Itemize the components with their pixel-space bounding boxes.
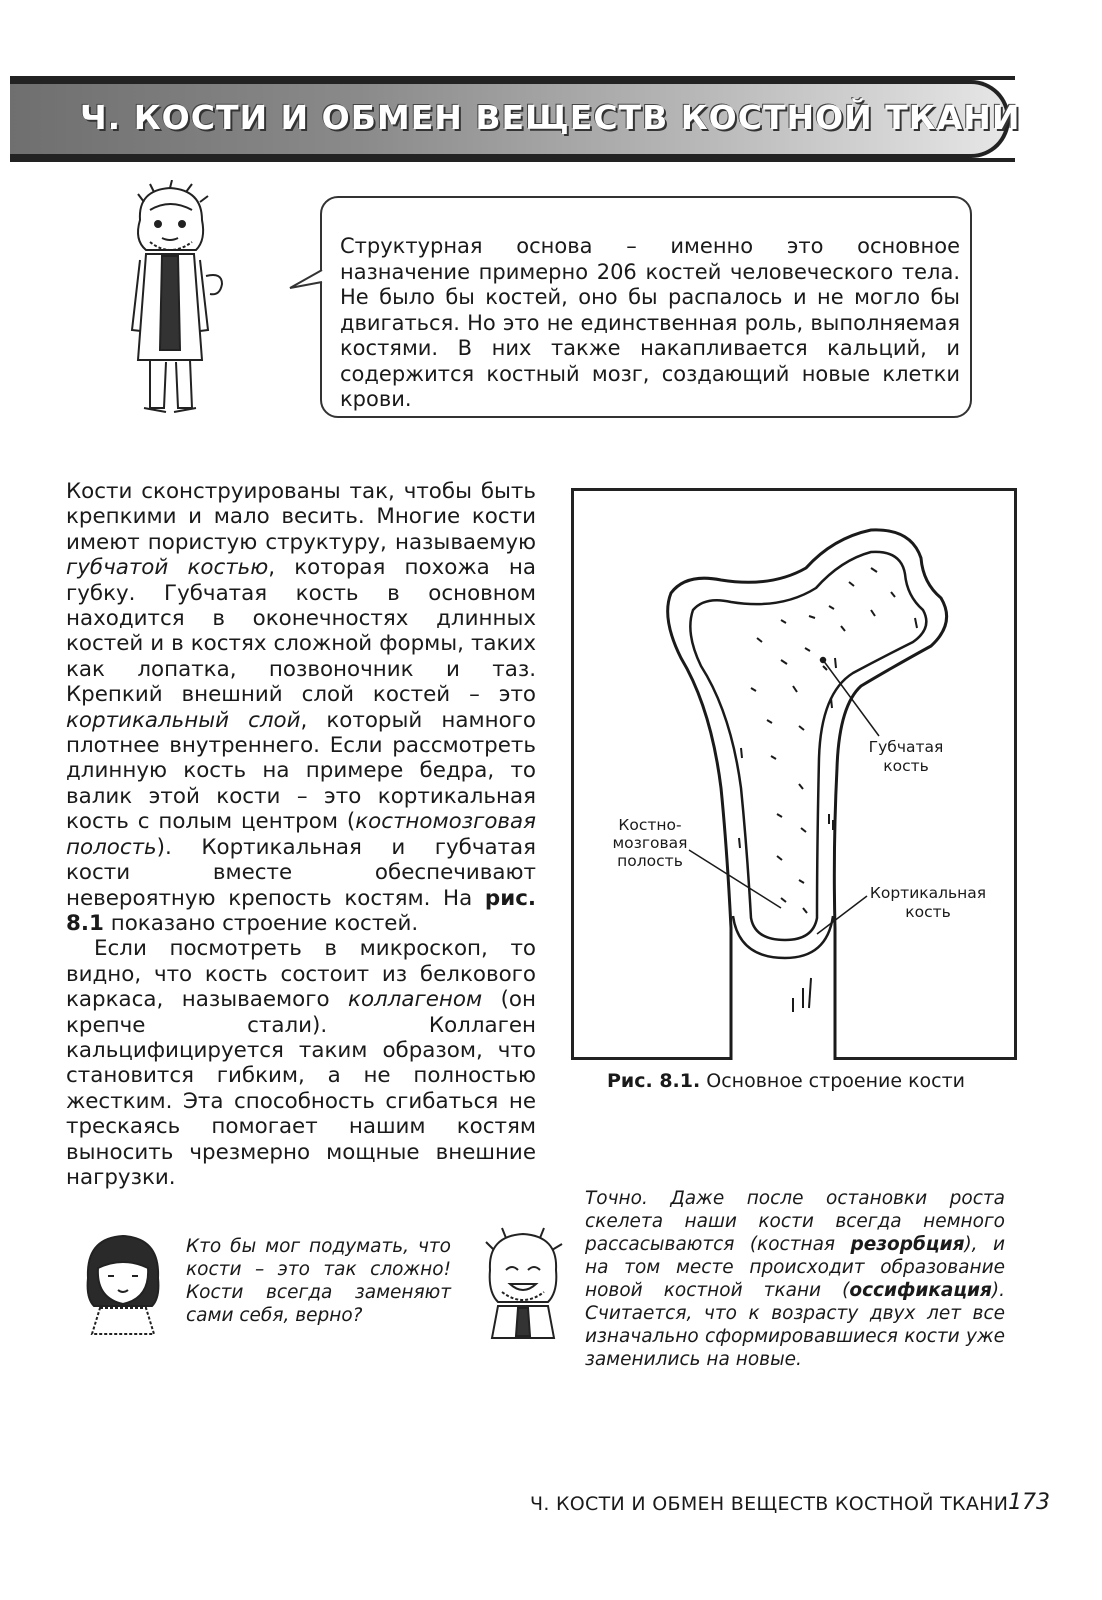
body-paragraph bbox=[66, 479, 536, 936]
label-spongy-bone-line2: кость bbox=[883, 757, 929, 775]
dialogue-text-span: ). Считается, что к возрасту двух лет все изначально сформировавшиеся кости уже заменились на новые. bbox=[585, 1280, 1005, 1370]
body-paragraph bbox=[66, 936, 536, 1190]
body-text-span: Кости сконструированы так, чтобы быть крепкими и мало весить. Многие кости имеют пористую структуру, называемую bbox=[66, 479, 536, 555]
body-text-span: Если посмотреть в микроскоп, то видно, что кость состоит из белкового каркаса, называемого bbox=[66, 936, 536, 1013]
speech-bubble-text: Структурная основа – именно это основное назначение примерно 206 костей человеческого тела. Не было бы костей, оно бы распалось и не могло бы двигаться. Но это не единственная роль, выполняемая костями. В них также накапливается кальций, и содержится костный мозг, создающий новые клетки крови. bbox=[340, 234, 960, 411]
term-spongy-bone: губчатой костью bbox=[66, 555, 269, 581]
label-cortical-bone-line2: кость bbox=[905, 903, 951, 921]
term-ossification: оссификация bbox=[849, 1280, 992, 1301]
girl-character-illustration bbox=[78, 1228, 168, 1338]
dialogue-text-span: ), и на том месте происходит образование новой костной ткани ( bbox=[585, 1234, 1005, 1301]
banner-rule bbox=[10, 76, 1015, 80]
label-cortical-bone-line1: Кортикальная bbox=[869, 884, 987, 902]
body-text-span: , которая похожа на губку. Губчатая кость в основном находится в оконечностях длинных костей и в костях сложной формы, таких как лопатка, позвоночник и таз. Крепкий внешний слой костей – это bbox=[66, 555, 536, 708]
label-marrow-cavity-line1: Костно- bbox=[618, 816, 682, 834]
body-text-span: показано строение костей. bbox=[103, 910, 419, 936]
term-resorption: резорбция bbox=[850, 1234, 965, 1255]
chapter-title: Ч. КОСТИ И ОБМЕН ВЕЩЕСТВ КОСТНОЙ ТКАНИ bbox=[80, 98, 1021, 137]
term-marrow-cavity: костномозговая полость bbox=[66, 809, 536, 860]
doctor-character-illustration bbox=[110, 180, 240, 425]
figure-caption bbox=[607, 1070, 1007, 1092]
label-spongy-bone-line1: Губчатая bbox=[868, 738, 944, 756]
figure-caption-text: Основное строение кости bbox=[700, 1070, 966, 1092]
footer-chapter-title: Ч. КОСТИ И ОБМЕН ВЕЩЕСТВ КОСТНОЙ ТКАНИ bbox=[530, 1493, 1009, 1515]
label-marrow-cavity-line2: мозговая bbox=[612, 834, 688, 852]
body-text bbox=[66, 479, 536, 1190]
banner-rule bbox=[10, 158, 1015, 162]
page-number: 173 bbox=[1008, 1490, 1050, 1515]
body-text-span: ). Кортикальная и губчатая кости вместе обеспечивают невероятную крепость костям. На bbox=[66, 834, 536, 911]
doctor-small-illustration bbox=[478, 1226, 568, 1341]
figure-caption-number: Рис. 8.1. bbox=[607, 1070, 701, 1092]
body-text-span: (он крепче стали). Коллаген кальцифицируется таким образом, что становится гибким, а не полностью жестким. Эта способность сгибаться не трескаясь помогает нашим костям выносить чрезмерно мощные внешние нагрузки. bbox=[66, 987, 536, 1190]
speech-bubble-tail bbox=[286, 268, 326, 298]
dialogue-text-span: Точно. Даже после остановки роста скелета наши кости всегда немного рассасываются (костная bbox=[585, 1188, 1005, 1255]
bone-structure-diagram bbox=[571, 488, 1017, 1060]
dialogue-girl: Кто бы мог подумать, что кости – это так сложно! Кости всегда заменяют сами себя, верно? bbox=[186, 1236, 451, 1326]
figure-reference: рис. 8.1 bbox=[66, 885, 536, 936]
dialogue-doctor bbox=[585, 1187, 1005, 1371]
term-collagen: коллагеном bbox=[348, 987, 483, 1013]
label-marrow-cavity-line3: полость bbox=[617, 852, 683, 870]
term-cortical-layer: кортикальный слой bbox=[66, 707, 301, 733]
body-text-span: , который намного плотнее внутреннего. Если рассмотреть длинную кость на примере бедра, то валик этой кости – это кортикальная кость с полым центром ( bbox=[66, 707, 536, 835]
